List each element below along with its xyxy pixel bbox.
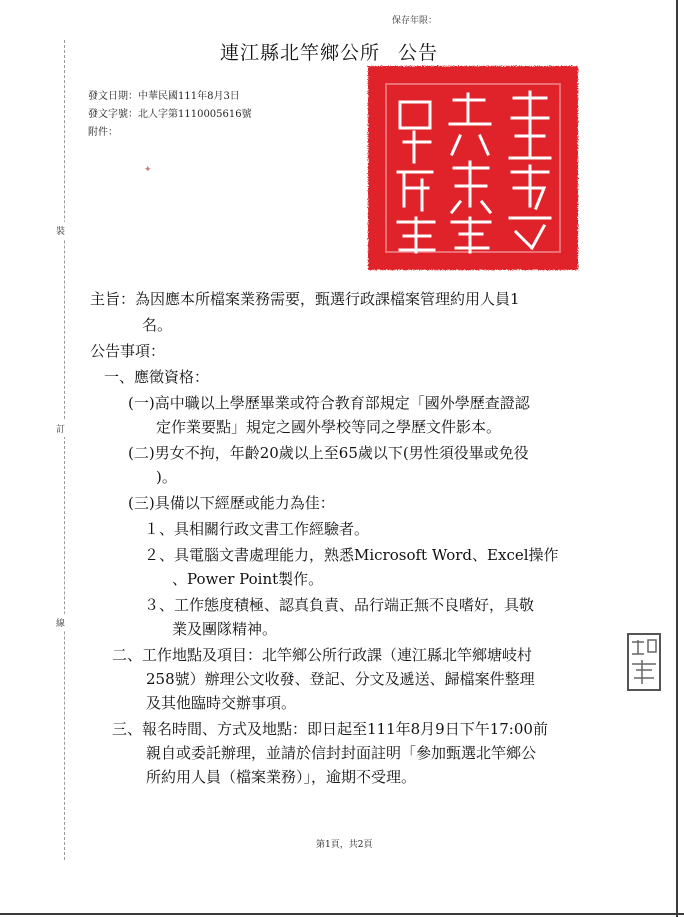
page-number: 第1頁，共2頁 (316, 840, 373, 850)
issue-date: 發文日期：中華民國111年8月3日 (88, 91, 240, 102)
section-2-line-1: 二、工作地點及項目：北竿鄉公所行政課（連江縣北竿鄉塘岐村 (112, 646, 533, 664)
section-1-item-c-2-line-2: 、Power Point製作。 (172, 570, 324, 588)
section-2-line-2: 258號）辦理公文收發、登記、分文及遞送、歸檔案件整理 (146, 670, 535, 688)
section-1-item-b-line-1: (二)男女不拘，年齡20歲以上至65歲以下(男性須役畢或免役 (128, 444, 529, 462)
section-2-line-3: 及其他臨時交辦事項。 (146, 694, 297, 712)
section-3-line-1: 三、報名時間、方式及地點：即日起至111年8月9日下午17:00前 (112, 720, 548, 738)
edge-stamp-icon (626, 630, 662, 694)
section-1-item-a-line-1: (一)高中職以上學歷畢業或符合教育部規定「國外學歷查證認 (128, 394, 530, 412)
binding-mark-zhuang: 裝 (56, 222, 65, 239)
section-1-item-c-3-line-2: 業及團隊精神。 (172, 620, 278, 638)
title-organization: 連江縣北竿鄉公所 (220, 42, 381, 64)
official-seal-icon (364, 62, 582, 274)
section-1-item-a-line-2: 定作業要點」規定之國外學校等同之學歷文件影本。 (156, 418, 502, 436)
document-number: 發文字號：北人字第1110005616號 (88, 109, 252, 120)
scan-border-right (676, 0, 678, 917)
section-1-item-c-1: １、具相關行政文書工作經驗者。 (144, 520, 370, 538)
ink-smudge: ✦ (144, 165, 152, 175)
binding-mark-xian: 線 (56, 614, 65, 631)
section-1-item-c-3-line-1: ３、工作態度積極、認真負責、品行端正無不良嗜好，具敬 (144, 596, 535, 614)
binding-line (64, 40, 65, 860)
subject-line-1: 主旨：為因應本所檔案業務需要，甄選行政課檔案管理約用人員1 (90, 290, 520, 308)
section-1-item-b-line-2: )。 (156, 468, 177, 486)
title-type: 公告 (398, 42, 439, 64)
section-3-line-3: 所約用人員（檔案業務）」，逾期不受理。 (146, 768, 417, 786)
document-title (220, 38, 438, 65)
retention-period-label: 保存年限： (392, 16, 438, 26)
binding-mark-ding: 訂 (56, 420, 65, 437)
section-3-line-2: 親自或委託辦理，並請於信封封面註明「參加甄選北竿鄉公 (146, 744, 537, 762)
notice-heading: 公告事項： (90, 342, 166, 360)
section-1-title: 一、應徵資格： (104, 368, 210, 386)
section-1-item-c-2-line-1: ２、具電腦文書處理能力，熟悉Microsoft Word、Excel操作 (144, 546, 559, 564)
section-1-item-c-title: (三)具備以下經歷或能力為佳： (128, 494, 335, 512)
subject-line-2: 名。 (142, 316, 173, 334)
attachment-label: 附件： (88, 127, 118, 138)
scan-border-bottom (0, 913, 684, 915)
